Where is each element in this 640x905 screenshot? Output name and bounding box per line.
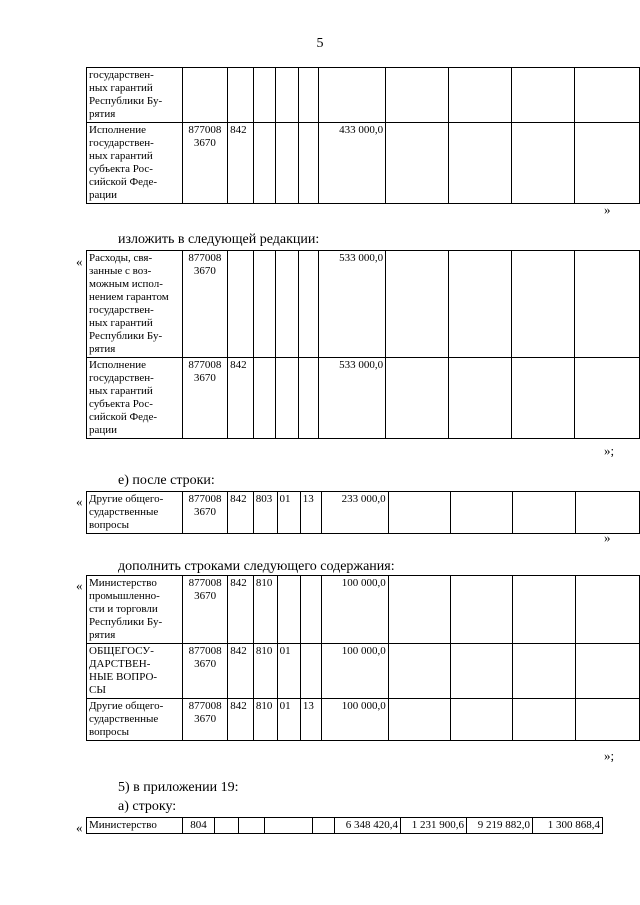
- table-cell: [298, 358, 319, 439]
- table-cell: [276, 251, 298, 358]
- table-cell: 842: [228, 576, 254, 644]
- table-row: [87, 358, 640, 439]
- table-row: [87, 644, 640, 699]
- opening-quote: «: [76, 254, 83, 269]
- data-table: [86, 250, 640, 439]
- table-cell: 877008 3670: [182, 123, 227, 204]
- table-cell: [388, 644, 450, 699]
- table-cell: [300, 576, 321, 644]
- table-cell: 877008 3670: [183, 699, 228, 741]
- table-cell: 233 000,0: [322, 492, 388, 534]
- table-cell: [215, 818, 239, 834]
- table-cell: [575, 68, 640, 123]
- table-cell: Министерство: [87, 818, 183, 834]
- table-cell: [276, 68, 298, 123]
- table-cell: 842: [228, 492, 254, 534]
- table-cell: [388, 576, 450, 644]
- table-cell: 877008 3670: [182, 492, 227, 534]
- closing-quote: »;: [604, 748, 615, 763]
- table-cell: [513, 644, 575, 699]
- table-cell: 842: [228, 123, 254, 204]
- opening-quote: «: [76, 578, 83, 593]
- table-cell: 803: [253, 492, 277, 534]
- table-cell: [512, 251, 575, 358]
- table-cell: 433 000,0: [319, 123, 386, 204]
- data-table: [86, 67, 640, 204]
- table-cell: [449, 251, 512, 358]
- data-table: [86, 491, 640, 534]
- table-cell: [451, 644, 513, 699]
- table-cell: [228, 251, 254, 358]
- table-cell: [575, 492, 639, 534]
- closing-quote: »;: [604, 443, 615, 458]
- table-cell: 842: [228, 699, 254, 741]
- table-cell: [388, 699, 450, 741]
- table-cell: 842: [228, 644, 254, 699]
- table-cell: [449, 123, 512, 204]
- table-cell: [228, 68, 254, 123]
- table-cell: [575, 358, 640, 439]
- table-cell: [300, 644, 321, 699]
- table-3: [86, 491, 640, 534]
- table-row: [87, 123, 640, 204]
- table-cell: [513, 699, 575, 741]
- table-cell: [298, 123, 319, 204]
- table-cell: [313, 818, 335, 834]
- opening-quote: «: [76, 494, 83, 509]
- table-cell: [386, 251, 449, 358]
- table-row: [87, 251, 640, 358]
- table-cell: 810: [253, 576, 277, 644]
- table-cell: [512, 68, 575, 123]
- table-cell: 100 000,0: [322, 699, 388, 741]
- table-cell: 1 300 868,4: [533, 818, 603, 834]
- table-cell: государствен- ных гарантий Республики Бу- рятия: [87, 68, 183, 123]
- closing-quote: »: [604, 202, 611, 217]
- table-2: [86, 250, 640, 439]
- table-cell: [386, 358, 449, 439]
- table-cell: [386, 123, 449, 204]
- table-cell: 877008 3670: [183, 576, 228, 644]
- table-row: [87, 699, 640, 741]
- table-cell: 100 000,0: [322, 576, 388, 644]
- table-cell: [182, 68, 227, 123]
- table-cell: 100 000,0: [322, 644, 388, 699]
- paragraph-text: изложить в следующей редакции:: [118, 232, 320, 247]
- table-cell: [512, 358, 575, 439]
- table-cell: [276, 358, 298, 439]
- opening-quote: «: [76, 820, 83, 835]
- closing-quote: »: [604, 530, 611, 545]
- table-cell: [513, 492, 575, 534]
- table-cell: [253, 68, 275, 123]
- table-cell: 877008 3670: [182, 358, 227, 439]
- table-cell: [451, 699, 513, 741]
- table-cell: [388, 492, 450, 534]
- table-cell: Расходы, свя- занные с воз- можным испол- нением гарантом государствен- ных гарантий Республики Бу- рятия: [87, 251, 183, 358]
- table-5: [86, 817, 603, 834]
- table-cell: 810: [253, 699, 277, 741]
- table-cell: 9 219 882,0: [467, 818, 533, 834]
- table-cell: [319, 68, 386, 123]
- table-cell: [253, 358, 275, 439]
- table-cell: Другие общего- сударственные вопросы: [87, 492, 183, 534]
- paragraph-text: е) после строки:: [118, 473, 215, 488]
- table-cell: [575, 123, 640, 204]
- table-cell: 810: [253, 644, 277, 699]
- table-row: [87, 576, 640, 644]
- table-cell: [575, 699, 639, 741]
- table-cell: [277, 576, 300, 644]
- table-cell: [449, 358, 512, 439]
- table-cell: [575, 251, 640, 358]
- table-cell: 1 231 900,6: [401, 818, 467, 834]
- table-cell: 842: [228, 358, 254, 439]
- table-cell: 533 000,0: [319, 358, 386, 439]
- table-cell: 877008 3670: [182, 251, 227, 358]
- paragraph-text: а) строку:: [118, 799, 177, 814]
- table-1: [86, 67, 640, 204]
- table-cell: Исполнение государствен- ных гарантий субъекта Рос- сийской Феде- рации: [87, 123, 183, 204]
- table-cell: [513, 576, 575, 644]
- table-cell: [265, 818, 313, 834]
- table-cell: 13: [300, 492, 321, 534]
- table-cell: [253, 123, 275, 204]
- table-cell: [451, 576, 513, 644]
- table-cell: [276, 123, 298, 204]
- paragraph-text: 5) в приложении 19:: [118, 780, 239, 795]
- table-cell: 01: [277, 492, 300, 534]
- table-row: [87, 492, 640, 534]
- table-cell: 01: [277, 644, 300, 699]
- paragraph-text: дополнить строками следующего содержания:: [118, 559, 395, 574]
- table-cell: 533 000,0: [319, 251, 386, 358]
- table-cell: Другие общего- сударственные вопросы: [87, 699, 183, 741]
- table-cell: 6 348 420,4: [335, 818, 401, 834]
- table-4: [86, 575, 640, 741]
- table-cell: [575, 644, 639, 699]
- table-cell: ОБЩЕГОСУ- ДАРСТВЕН- НЫЕ ВОПРО- СЫ: [87, 644, 183, 699]
- table-cell: Министерство промышленно- сти и торговли Республики Бу- рятия: [87, 576, 183, 644]
- table-cell: 877008 3670: [183, 644, 228, 699]
- table-cell: [512, 123, 575, 204]
- data-table: [86, 817, 603, 834]
- table-cell: [386, 68, 449, 123]
- table-cell: 804: [183, 818, 215, 834]
- table-cell: 13: [300, 699, 321, 741]
- table-row: [87, 68, 640, 123]
- table-row: [87, 818, 603, 834]
- table-cell: [449, 68, 512, 123]
- page-number: 5: [316, 36, 324, 51]
- table-cell: [298, 251, 319, 358]
- table-cell: Исполнение государствен- ных гарантий субъекта Рос- сийской Феде- рации: [87, 358, 183, 439]
- table-cell: [239, 818, 265, 834]
- table-cell: [253, 251, 275, 358]
- table-cell: [298, 68, 319, 123]
- table-cell: [575, 576, 639, 644]
- table-cell: 01: [277, 699, 300, 741]
- table-cell: [451, 492, 513, 534]
- data-table: [86, 575, 640, 741]
